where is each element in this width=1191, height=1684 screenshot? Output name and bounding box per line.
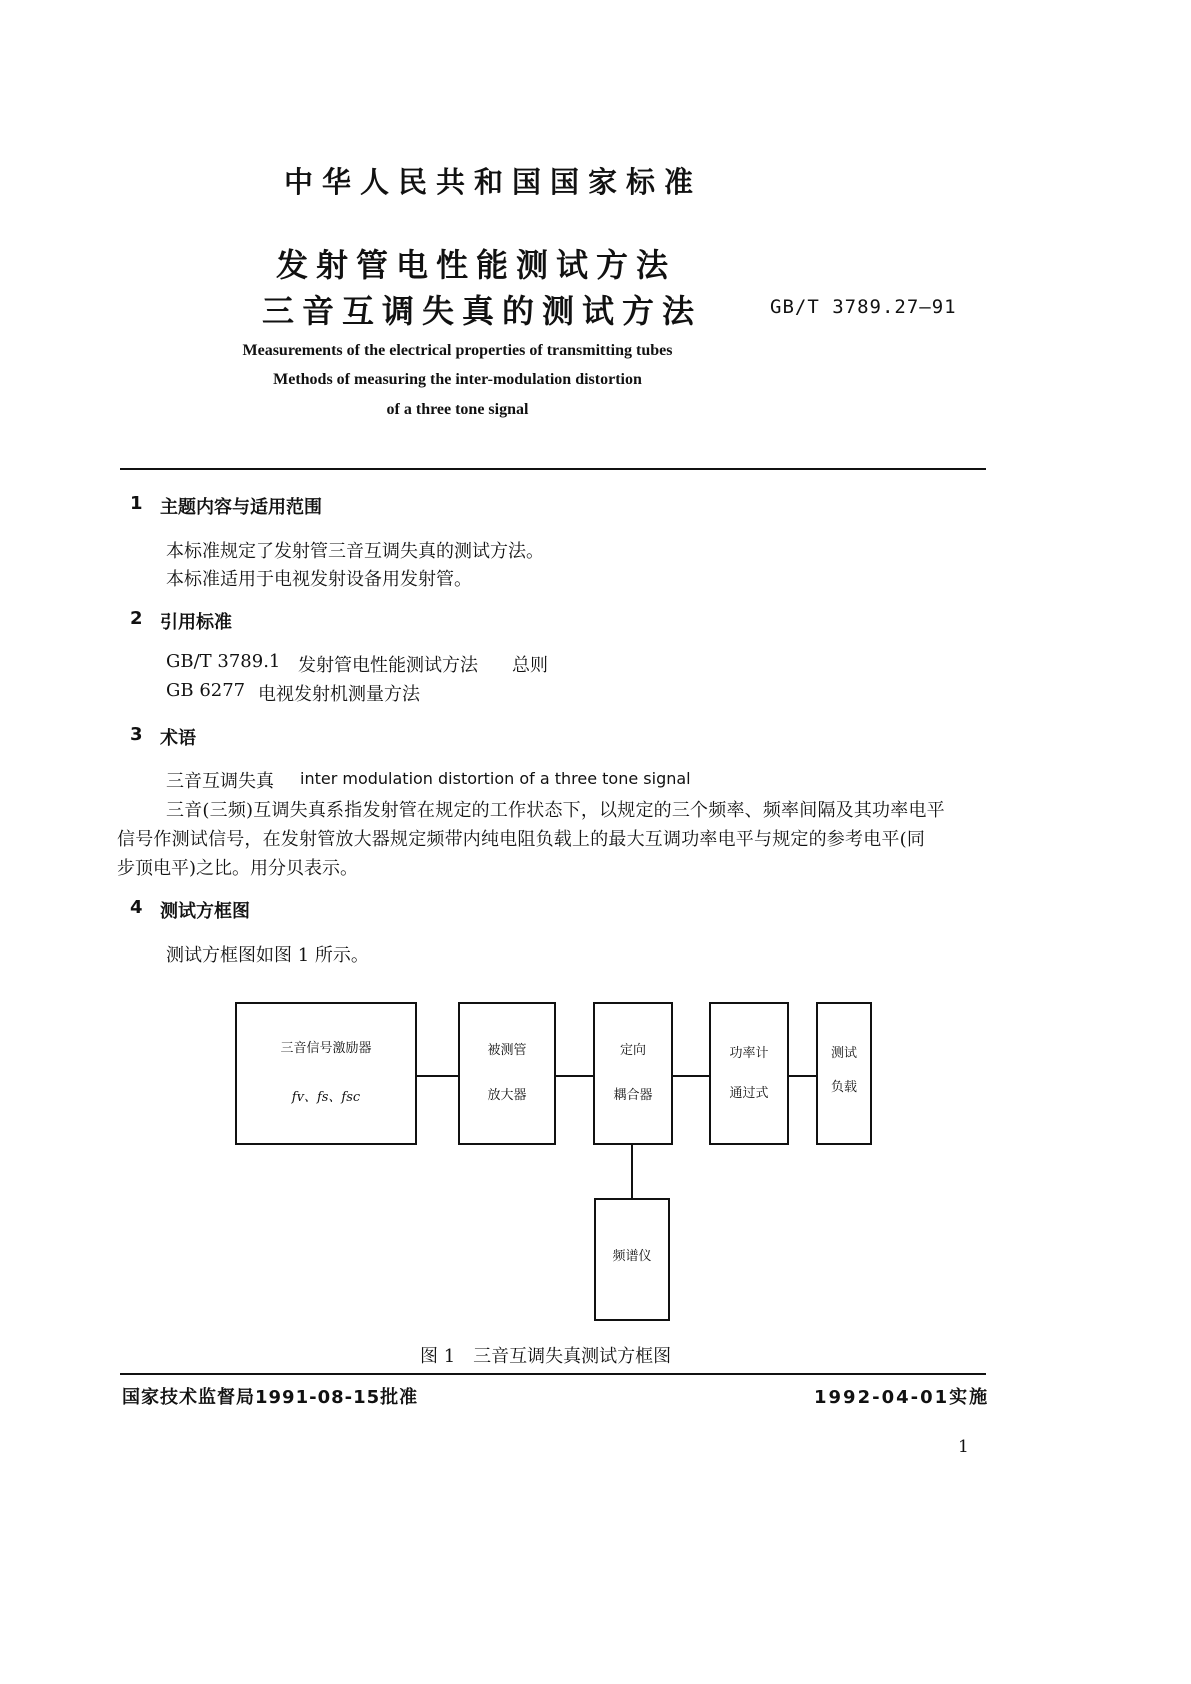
exciter-box	[235, 1002, 417, 1145]
definition-line-3: 步顶电平)之比。用分贝表示。	[117, 858, 359, 879]
connector-coupler-analyzer	[631, 1145, 633, 1198]
amplifier-label-2: 放大器	[487, 1088, 527, 1103]
amplifier-box	[458, 1002, 556, 1145]
english-title-2: Methods of measuring the inter-modulation distortion	[273, 371, 642, 388]
section-2-title: 引用标准	[160, 612, 232, 633]
section-4-number: 4	[130, 897, 143, 918]
connector-coupler-meter	[673, 1075, 709, 1077]
term-chinese: 三音互调失真	[166, 771, 274, 792]
ref-1-code: GB/T 3789.1	[166, 651, 281, 672]
test-load-box	[816, 1002, 872, 1145]
section-3-title: 术语	[160, 728, 196, 749]
test-load-label-2: 负载	[830, 1080, 857, 1095]
section-2-number: 2	[130, 608, 143, 629]
definition-line-1: 三音(三频)互调失真系指发射管在规定的工作状态下，以规定的三个频率、频率间隔及其功率电平	[166, 800, 945, 821]
page-number: 1	[958, 1437, 969, 1457]
title-line-1: 发射管电性能测试方法	[276, 246, 677, 284]
effective-date: 1992-04-01实施	[814, 1387, 990, 1408]
ref-2-name: 电视发射机测量方法	[258, 684, 420, 705]
section-1-paragraph-1: 本标准规定了发射管三音互调失真的测试方法。	[166, 541, 544, 562]
spectrum-analyzer-label: 频谱仪	[612, 1249, 652, 1264]
english-title-3: of a three tone signal	[386, 401, 529, 418]
test-load-label-1: 测试	[830, 1046, 857, 1061]
power-meter-box	[709, 1002, 789, 1145]
coupler-label-2: 耦合器	[613, 1088, 653, 1103]
approval-date: 国家技术监督局1991-08-15批准	[122, 1387, 419, 1408]
spectrum-analyzer-box	[594, 1198, 670, 1321]
amplifier-label-1: 被测管	[487, 1043, 527, 1058]
section-4-title: 测试方框图	[160, 901, 250, 922]
figure-caption: 图 1 三音互调失真测试方框图	[420, 1346, 672, 1367]
header-rule	[120, 468, 986, 470]
power-meter-label-1: 功率计	[729, 1046, 769, 1061]
footer-rule	[120, 1373, 986, 1375]
section-1-paragraph-2: 本标准适用于电视发射设备用发射管。	[166, 569, 472, 590]
connector-amp-coupler	[556, 1075, 593, 1077]
section-4-intro: 测试方框图如图 1 所示。	[166, 945, 369, 966]
title-line-2: 三音互调失真的测试方法	[262, 292, 703, 330]
coupler-label-1: 定向	[619, 1043, 646, 1058]
ref-1-name: 发射管电性能测试方法	[298, 655, 478, 676]
power-meter-label-2: 通过式	[729, 1086, 769, 1101]
definition-line-2: 信号作测试信号，在发射管放大器规定频带内纯电阻负载上的最大互调功率电平与规定的参考电平(同	[117, 829, 926, 850]
english-title-1: Measurements of the electrical properties of transmitting tubes	[242, 342, 673, 359]
exciter-label: 三音信号激励器	[280, 1041, 372, 1056]
exciter-frequencies: fᴠ、fs、fsc	[291, 1090, 361, 1105]
connector-meter-load	[789, 1075, 816, 1077]
standard-number: GB/T 3789.27—91	[770, 296, 957, 318]
section-1-number: 1	[130, 493, 143, 514]
national-standard-header: 中华人民共和国国家标准	[284, 165, 703, 199]
ref-2-code: GB 6277	[166, 680, 246, 701]
connector-exciter-amp	[417, 1075, 458, 1077]
section-3-number: 3	[130, 724, 143, 745]
section-1-title: 主题内容与适用范围	[160, 497, 322, 518]
ref-1-extra: 总则	[512, 655, 548, 676]
term-english: inter modulation distortion of a three tone signal	[300, 769, 691, 788]
coupler-box	[593, 1002, 673, 1145]
